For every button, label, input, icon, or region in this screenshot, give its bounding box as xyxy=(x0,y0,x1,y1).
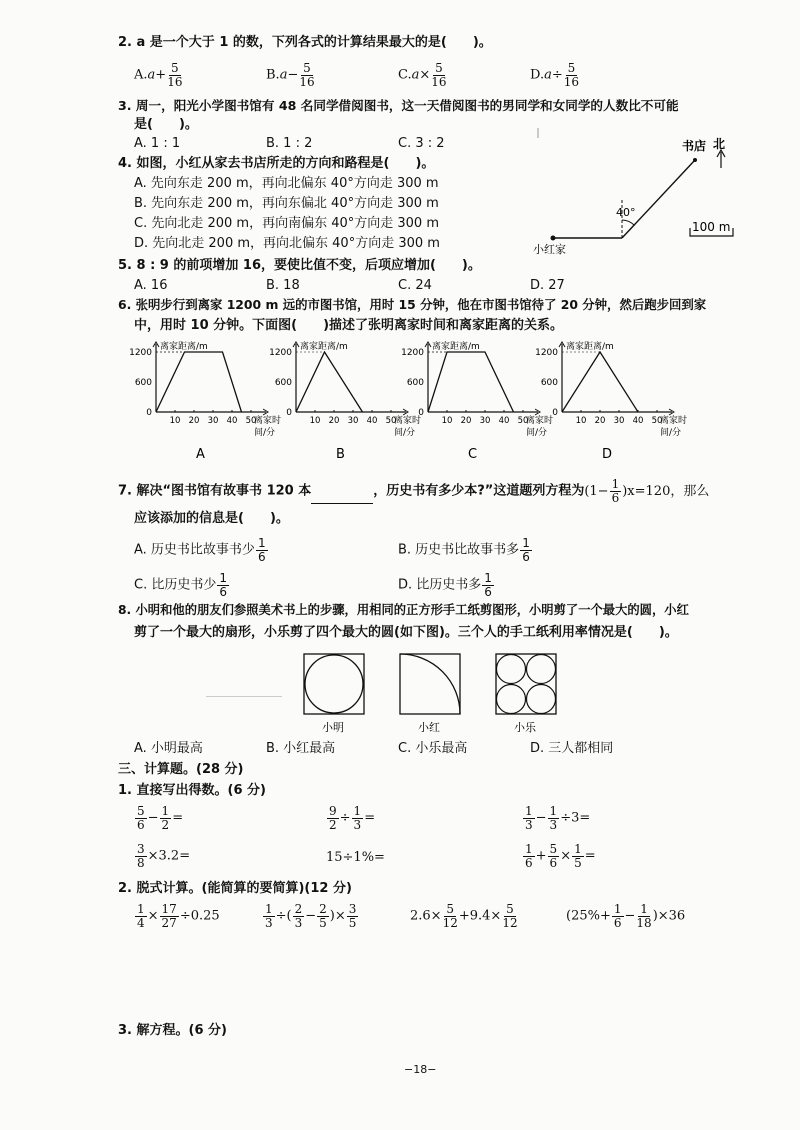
calc-part-3-title: 3. 解方程。(6 分) xyxy=(118,1023,227,1038)
q4-option-b[interactable]: B. 先向东走 200 m，再向东偏北 40°方向走 300 m xyxy=(134,196,439,211)
q6-graph-d xyxy=(532,340,688,462)
y-axis-label: 离家距离/m xyxy=(566,342,614,352)
q6-graph-b xyxy=(266,340,422,462)
north-label: 北 xyxy=(713,137,726,151)
distance-line xyxy=(428,352,514,412)
graph-letter-d: D xyxy=(602,447,613,462)
x-tick-10: 10 xyxy=(441,416,453,426)
q3-stem: 3. 周一，阳光小学图书馆有 48 名同学借阅图书，这一天借阅图书的男同学和女同学的人数比不可能 xyxy=(118,98,679,113)
y-tick-1200: 1200 xyxy=(269,348,292,358)
q3-option-c[interactable]: C. 3 : 2 xyxy=(398,136,445,151)
x-tick-50: 50 xyxy=(517,416,529,426)
direct-calc-r2c3[interactable]: $\frac{1}{6}$ + $\frac{5}{6}$ × $\frac{1}{5}$ = xyxy=(525,842,596,870)
q5-option-a[interactable]: A. 16 xyxy=(134,278,168,293)
q2-d-label: D. xyxy=(530,67,545,83)
q7-option-b[interactable]: B. 历史书比故事书多 $\frac{1}{6}$ xyxy=(398,536,530,564)
x-tick-20: 20 xyxy=(328,416,340,426)
q6-graph-c xyxy=(398,340,554,462)
x-axis-label-2: 间/分 xyxy=(526,428,548,438)
x-axis-label-1: 离家时 xyxy=(526,416,554,426)
x-axis-label-1: 离家时 xyxy=(254,416,282,426)
q8-paper-figures xyxy=(300,653,560,735)
x-tick-30: 30 xyxy=(347,416,359,426)
calc-part-2-title: 2. 脱式计算。(能简算的要简算)(12 分) xyxy=(118,881,352,896)
direct-calc-r2c2[interactable]: 15÷1%= xyxy=(326,850,385,865)
x-tick-40: 40 xyxy=(366,416,378,426)
y-axis-label: 离家距离/m xyxy=(432,342,480,352)
xiaohong-sector-arc xyxy=(400,654,460,714)
q7-option-a[interactable]: A. 历史书比故事书少 $\frac{1}{6}$ xyxy=(134,536,266,564)
x-axis-label-1: 离家时 xyxy=(394,416,422,426)
xiaoming-circle xyxy=(305,655,363,713)
graph-letter-c: C xyxy=(468,447,478,462)
x-tick-40: 40 xyxy=(226,416,238,426)
q4-option-a[interactable]: A. 先向东走 200 m，再向北偏东 40°方向走 300 m xyxy=(134,176,439,191)
q2-b-expr: a− xyxy=(279,67,299,83)
xiaoming-square xyxy=(304,654,364,714)
calc-part-1-title: 1. 直接写出得数。(6 分) xyxy=(118,783,266,798)
distance-line xyxy=(156,352,242,412)
y-tick-600: 600 xyxy=(274,378,292,388)
q2-a-frac: $\frac{5}{16}$ xyxy=(167,61,183,89)
q2-stem: 2. a 是一个大于 1 的数，下列各式的计算结果最大的是( )。 xyxy=(118,35,492,50)
step-calc-1[interactable]: $\frac{1}{4}$ × $\frac{17}{27}$ ÷0.25 xyxy=(137,902,220,930)
scale-label: 100 m xyxy=(692,220,731,234)
q8-option-a[interactable]: A. 小明最高 xyxy=(134,741,203,756)
q2-b-label: B. xyxy=(266,67,280,83)
y-tick-0: 0 xyxy=(286,408,292,418)
x-tick-50: 50 xyxy=(385,416,397,426)
q2-a-label: A. xyxy=(134,67,148,83)
xiaole-circle-3 xyxy=(497,685,526,714)
q4-stem: 4. 如图，小红从家去书店所走的方向和路程是( )。 xyxy=(118,156,435,171)
x-axis-label-1: 离家时 xyxy=(660,416,688,426)
q2-d-expr: a÷ xyxy=(544,67,563,83)
q2-option-b[interactable] xyxy=(266,62,316,88)
q8-option-c[interactable]: C. 小乐最高 xyxy=(398,741,468,756)
page-number: −18− xyxy=(404,1063,437,1076)
x-tick-50: 50 xyxy=(651,416,663,426)
xiaoming-label: 小明 xyxy=(322,721,344,734)
q5-stem: 5. 8 : 9 的前项增加 16，要使比值不变，后项应增加( )。 xyxy=(118,258,481,273)
q5-option-b[interactable]: B. 18 xyxy=(266,278,300,293)
x-tick-10: 10 xyxy=(309,416,321,426)
y-tick-600: 600 xyxy=(406,378,424,388)
shop-point xyxy=(693,158,697,162)
x-tick-20: 20 xyxy=(188,416,200,426)
q3-option-b[interactable]: B. 1 : 2 xyxy=(266,136,313,151)
y-axis-label: 离家距离/m xyxy=(300,342,348,352)
x-tick-20: 20 xyxy=(594,416,606,426)
x-tick-30: 30 xyxy=(479,416,491,426)
direct-calc-r1c1[interactable]: $\frac{5}{6}$ − $\frac{1}{2}$ = xyxy=(137,804,184,832)
y-axis-label: 离家距离/m xyxy=(160,342,208,352)
q2-c-label: C. xyxy=(398,67,412,83)
section-3-title: 三、计算题。(28 分) xyxy=(118,762,244,777)
q4-route-map xyxy=(520,128,750,260)
y-tick-1200: 1200 xyxy=(535,348,558,358)
angle-arc xyxy=(622,220,634,225)
q4-option-d[interactable]: D. 先向北走 200 m，再向北偏东 40°方向走 300 m xyxy=(134,236,440,251)
y-tick-0: 0 xyxy=(552,408,558,418)
q7-equation: (1− $\frac{1}{6}$ )x=120，那么 xyxy=(584,477,710,505)
y-tick-0: 0 xyxy=(418,408,424,418)
q5-option-d[interactable]: D. 27 xyxy=(530,278,565,293)
faint-mark xyxy=(206,696,282,697)
q7-blank[interactable] xyxy=(311,491,373,504)
x-tick-40: 40 xyxy=(498,416,510,426)
shop-label: 书店 xyxy=(682,139,707,153)
direct-calc-r1c2[interactable]: $\frac{9}{2}$ ÷ $\frac{1}{3}$ = xyxy=(329,804,376,832)
q6-stem-2: 中，用时 10 分钟。下面图( )描述了张明离家时间和离家距离的关系。 xyxy=(134,318,564,333)
angle-label: 40° xyxy=(616,206,636,219)
q7-stem-2: 应该添加的信息是( )。 xyxy=(134,511,289,526)
q7-option-c[interactable]: C. 比历史书少 $\frac{1}{6}$ xyxy=(134,571,227,599)
q7-stem xyxy=(118,478,709,504)
x-axis-label-2: 间/分 xyxy=(394,428,416,438)
y-tick-600: 600 xyxy=(540,378,558,388)
q2-option-d[interactable] xyxy=(530,62,580,88)
graph-letter-a: A xyxy=(196,447,205,462)
x-tick-30: 30 xyxy=(613,416,625,426)
q7-option-d[interactable]: D. 比历史书多 $\frac{1}{6}$ xyxy=(398,571,492,599)
xiaole-label: 小乐 xyxy=(514,721,536,734)
xiaohong-square xyxy=(400,654,460,714)
q8-stem: 8. 小明和他的朋友们参照美术书上的步骤，用相同的正方形手工纸剪图形，小明剪了一个最大的圆，小红 xyxy=(118,603,689,617)
y-tick-0: 0 xyxy=(146,408,152,418)
q3-stem-2: 是( )。 xyxy=(134,117,198,132)
q7-stem-part1: 7. 解决“图书馆有故事书 120 本 xyxy=(118,483,312,499)
x-tick-30: 30 xyxy=(207,416,219,426)
y-tick-600: 600 xyxy=(134,378,152,388)
q8-option-b[interactable]: B. 小红最高 xyxy=(266,741,336,756)
step-calc-3[interactable]: 2.6× $\frac{5}{12}$ +9.4× $\frac{5}{12}$ xyxy=(410,902,518,930)
y-tick-1200: 1200 xyxy=(129,348,152,358)
xiaole-circle-4 xyxy=(527,685,556,714)
distance-line xyxy=(562,352,638,412)
x-tick-10: 10 xyxy=(575,416,587,426)
northeast-route-line xyxy=(622,160,695,238)
q3-option-a[interactable]: A. 1 : 1 xyxy=(134,136,181,151)
step-calc-2[interactable]: $\frac{1}{3}$ ÷( $\frac{2}{3}$ − $\frac{2}{5}$ )× $\frac{3}{5}$ xyxy=(265,902,357,930)
q2-c-frac: $\frac{5}{16}$ xyxy=(431,61,447,89)
x-tick-20: 20 xyxy=(460,416,472,426)
xiaole-circle-1 xyxy=(497,655,526,684)
direct-calc-r2c1[interactable]: $\frac{3}{8}$ ×3.2= xyxy=(137,842,191,870)
direct-calc-r1c3[interactable]: $\frac{1}{3}$ − $\frac{1}{3}$ ÷3= xyxy=(525,804,591,832)
graph-letter-b: B xyxy=(336,447,345,462)
q6-graph-a xyxy=(126,340,282,462)
q8-option-d[interactable]: D. 三人都相同 xyxy=(530,741,614,756)
x-axis-label-2: 间/分 xyxy=(254,428,276,438)
x-tick-10: 10 xyxy=(169,416,181,426)
q4-option-c[interactable]: C. 先向北走 200 m，再向南偏东 40°方向走 300 m xyxy=(134,216,439,231)
x-axis-label-2: 间/分 xyxy=(660,428,682,438)
q2-a-expr: a+ xyxy=(147,67,167,83)
xiaole-square xyxy=(496,654,556,714)
step-calc-4[interactable]: (25%+ $\frac{1}{6}$ − $\frac{1}{18}$ )×36 xyxy=(566,902,686,930)
x-tick-40: 40 xyxy=(632,416,644,426)
q2-d-frac: $\frac{5}{16}$ xyxy=(563,61,580,89)
q2-b-frac: $\frac{5}{16}$ xyxy=(299,61,315,89)
distance-line xyxy=(296,352,363,412)
xiaohong-label: 小红 xyxy=(418,721,440,734)
xiaole-circle-2 xyxy=(527,655,556,684)
q2-c-expr: a× xyxy=(411,67,431,83)
y-tick-1200: 1200 xyxy=(401,348,424,358)
home-label: 小红家 xyxy=(533,243,566,256)
q2-option-c[interactable] xyxy=(398,62,448,88)
q5-option-c[interactable]: C. 24 xyxy=(398,278,432,293)
q7-stem-part2: ，历史书有多少本?”这道题列方程为 xyxy=(373,483,585,499)
x-tick-50: 50 xyxy=(245,416,257,426)
q2-option-a[interactable] xyxy=(134,62,183,88)
q6-stem: 6. 张明步行到离家 1200 m 远的市图书馆，用时 15 分钟，他在市图书馆待了 20 分钟，然后跑步回到家 xyxy=(118,297,707,312)
q8-stem-2: 剪了一个最大的扇形，小乐剪了四个最大的圆(如下图)。三个人的手工纸利用率情况是( )。 xyxy=(134,625,678,640)
